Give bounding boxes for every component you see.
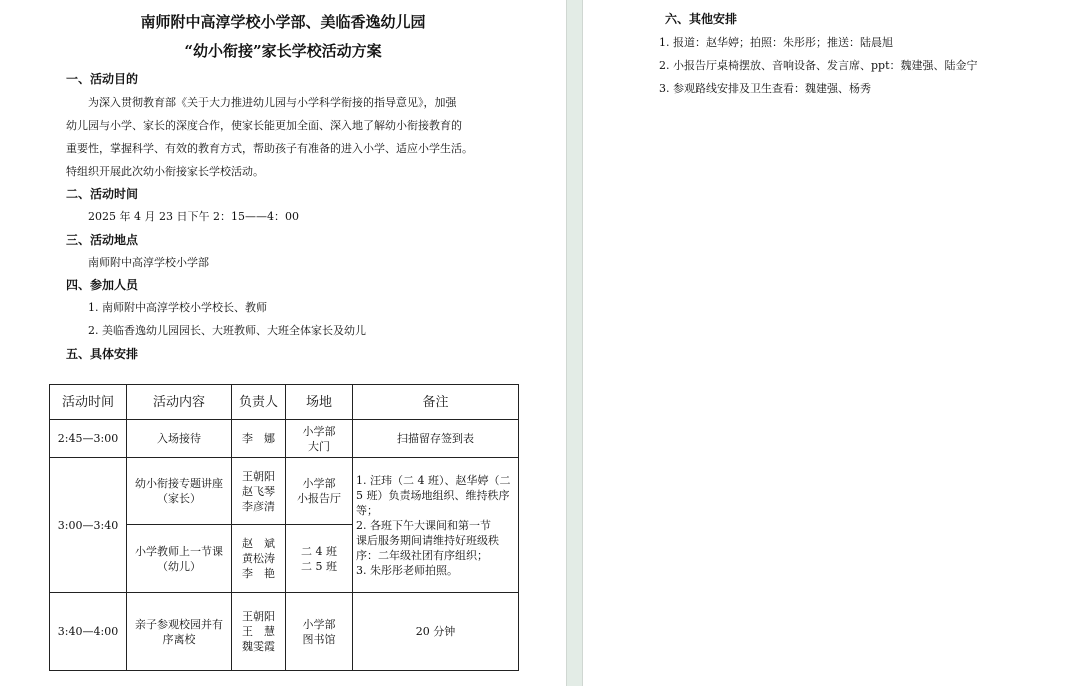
table-row [50,458,519,525]
arrangement-item: 2. 小报告厅桌椅摆放、音响设备、发言席、ppt：魏建强、陆金宁 [659,59,978,72]
column-header: 活动时间 [50,385,127,420]
cell-content: 亲子参观校园并有 序离校 [127,593,232,671]
cell-note: 扫描留存签到表 [353,420,519,458]
cell-place: 小学部 图书馆 [286,593,353,671]
cell-person: 王朝阳 王 慧 魏雯霞 [232,593,286,671]
activity-time-text: 2025 年 4 月 23 日下午 2：15——4：00 [88,210,299,223]
section-6-heading: 六、其他安排 [665,12,738,26]
column-header: 负责人 [232,385,286,420]
cell-note: 1. 汪玮（二 4 班）、赵华婷（二 5 班）负责场地组织、维持秩序 等； 2. 各班下午大课间和第一节 课后服务期间请维持好班级秩 序：二年级社团有序组织； 3. 朱彤彤老师拍照。 [353,458,519,593]
cell-content: 小学教师上一节课 （幼儿） [127,525,232,593]
doc-title-line-1: 南师附中高淳学校小学部、美临香逸幼儿园 [140,13,426,31]
cell-time: 3:00—3:40 [50,458,127,593]
paragraph-line: 特组织开展此次幼小衔接家长学校活动。 [66,165,264,178]
table-header-row [50,385,519,420]
doc-title-line-2: “幼小衔接”家长学校活动方案 [184,42,382,60]
cell-person: 李 娜 [232,420,286,458]
cell-content: 入场接待 [127,420,232,458]
paragraph-line: 为深入贯彻教育部《关于大力推进幼儿园与小学科学衔接的指导意见》，加强 [88,96,457,109]
cell-note: 20 分钟 [353,593,519,671]
section-4-heading: 四、参加人员 [66,278,139,292]
table-row [50,593,519,671]
arrangement-item: 3. 参观路线安排及卫生查看：魏建强、杨秀 [659,82,871,95]
section-2-heading: 二、活动时间 [66,187,139,201]
cell-content: 幼小衔接专题讲座 （家长） [127,458,232,525]
cell-place: 二 4 班 二 5 班 [286,525,353,593]
section-3-heading: 三、活动地点 [66,233,139,247]
column-header: 活动内容 [127,385,232,420]
paragraph-line: 重要性，掌握科学、有效的教育方式，帮助孩子有准备的进入小学、适应小学生活。 [66,142,473,155]
cell-person: 赵 斌 黄松涛 李 艳 [232,525,286,593]
section-1-heading: 一、活动目的 [66,72,139,86]
cell-place: 小学部 小报告厅 [286,458,353,525]
participant-item: 1. 南师附中高淳学校小学校长、教师 [88,301,267,314]
column-header: 场地 [286,385,353,420]
table-row [50,420,519,458]
arrangement-item: 1. 报道：赵华婷；拍照：朱彤彤；推送：陆晨旭 [659,36,893,49]
document-page-2 [583,0,1080,686]
activity-location-text: 南师附中高淳学校小学部 [88,256,209,269]
page-gutter [566,0,583,686]
participant-item: 2. 美临香逸幼儿园园长、大班教师、大班全体家长及幼儿 [88,324,366,337]
cell-place: 小学部 大门 [286,420,353,458]
schedule-table [49,384,519,671]
column-header: 备注 [353,385,519,420]
section-5-heading: 五、具体安排 [66,347,139,361]
paragraph-line: 幼儿园与小学、家长的深度合作，使家长能更加全面、深入地了解幼小衔接教育的 [66,119,462,132]
cell-person: 王朝阳 赵飞琴 李彦清 [232,458,286,525]
cell-time: 3:40—4:00 [50,593,127,671]
cell-time: 2:45—3:00 [50,420,127,458]
